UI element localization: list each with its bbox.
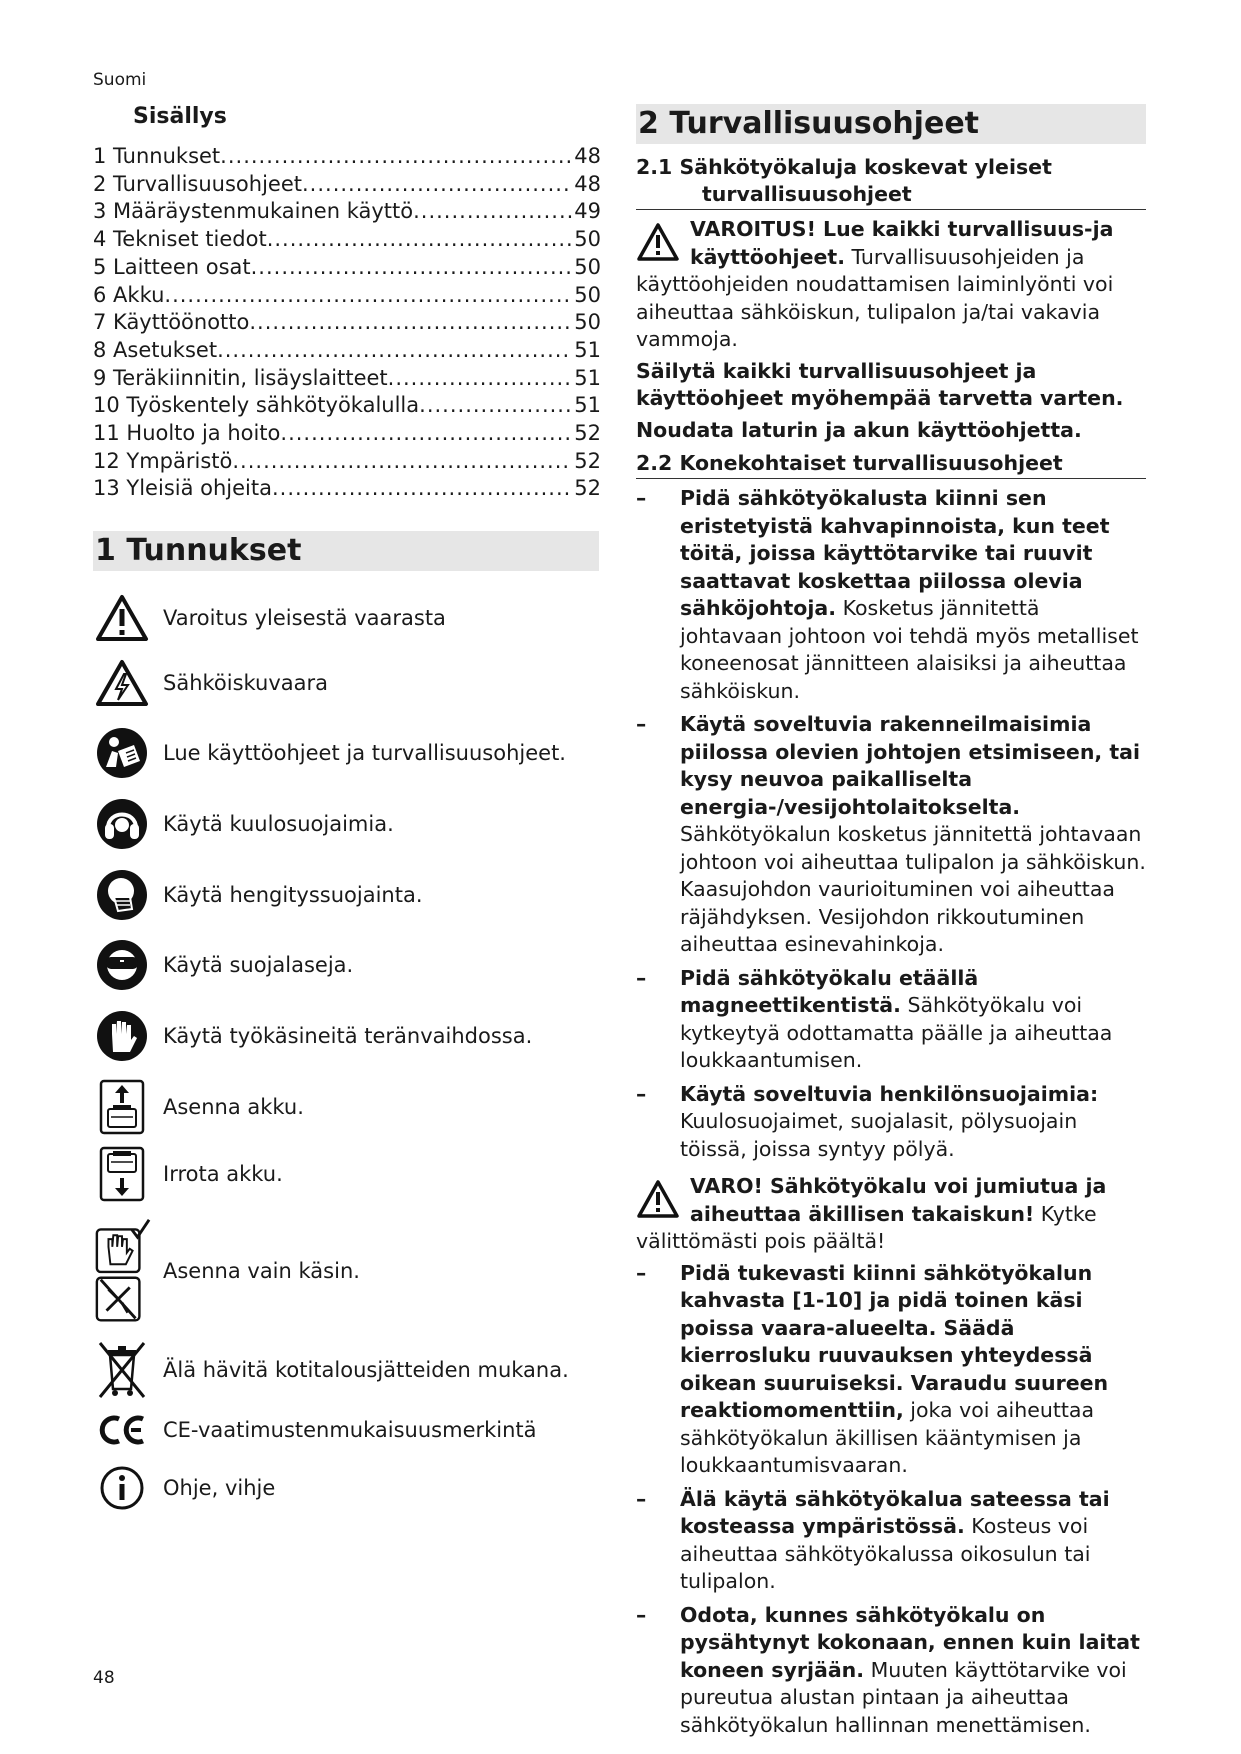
toc-leader-dots (232, 448, 572, 476)
safety-bullet (636, 1486, 1146, 1596)
warning-triangle-icon (636, 1179, 680, 1227)
toc-item-title: 12 Ympäristö (93, 448, 233, 473)
toc-item-page: 51 (574, 365, 601, 390)
toc-item-page: 52 (574, 421, 601, 446)
symbol-row (93, 1337, 601, 1403)
bullet-dash: – (636, 1260, 647, 1285)
bullet-text: Sähkötyökalu voi kytkeytyä odottamatta päälle ja aiheuttaa loukkaantumisen. (680, 993, 1113, 1072)
safety-bullet-list (636, 1260, 1146, 1740)
symbol-row (93, 587, 601, 649)
toc-leader-dots (413, 198, 572, 226)
bullet-text: Muuten käyttötarvike voi pureutua alustan pintaan ja aiheuttaa sähkötyökalun hallinnan menettämisen. (680, 1657, 1127, 1737)
bullet-dash: – (636, 1081, 647, 1106)
symbol-label: Käytä työkäsineitä teränvaihdossa. (163, 1023, 533, 1048)
subsection-title-line1: Sähkötyökaluja koskevat yleiset (679, 155, 1052, 179)
toc-item-title: 9 Teräkiinnitin, lisäyslaitteet (93, 365, 388, 390)
toc-leader-dots (249, 309, 572, 337)
toc-item-title: 4 Tekniset tiedot (93, 227, 267, 252)
symbol-row (93, 1143, 601, 1205)
toc-item-title: 13 Yleisiä ohjeita (93, 476, 272, 501)
warning-block (636, 216, 1146, 354)
symbol-label: Käytä kuulosuojaimia. (163, 812, 394, 837)
bullet-text: Sähkötyökalun kosketus jännitettä johtavaan johtoon voi aiheuttaa tulipalon ja sähköiskun. Kaasujohdon vaurioituminen voi aiheuttaa räjähdyksen. Vesijohdon rikkoutuminen aiheuttaa esinevahinkoja. (680, 822, 1146, 956)
toc-leader-dots (164, 282, 572, 310)
safety-bullet (636, 485, 1146, 705)
toc-leader-dots (388, 365, 573, 393)
toc-item-title: 7 Käyttöönotto (93, 310, 250, 335)
ear-protection-icon (93, 798, 151, 850)
toc-item (93, 337, 601, 365)
safety-bullet (636, 965, 1146, 1075)
bullet-lead: Älä käytä sähkötyökalua sateessa tai kosteassa ympäristössä. (680, 1486, 1110, 1538)
battery-insert-icon (93, 1079, 151, 1135)
symbol-row (93, 649, 601, 717)
subsection-title-line2: turvallisuusohjeet (702, 182, 912, 206)
subsection-2-2-title: 2.2 Konekohtaiset turvallisuusohjeet (636, 450, 1146, 479)
toc-item-page: 50 (574, 282, 601, 307)
toc-item-page: 49 (574, 199, 601, 224)
warning-block (636, 1173, 1146, 1256)
symbol-row (93, 1457, 601, 1519)
section-title-symbols: 1 Tunnukset (93, 531, 599, 571)
symbol-label: Irrota akku. (163, 1162, 283, 1187)
toc-item-page: 51 (574, 393, 601, 418)
safety-bullet (636, 711, 1146, 959)
subsection-2-1-title (636, 154, 1146, 210)
bullet-dash: – (636, 486, 647, 510)
hand-only-icon (93, 1216, 151, 1326)
safety-bullet (636, 1602, 1146, 1740)
symbol-label: Asenna vain käsin. (163, 1259, 360, 1284)
toc-item-title: 8 Asetukset (93, 337, 218, 362)
symbol-row (93, 1000, 601, 1071)
toc-item-title: 11 Huolto ja hoito (93, 421, 281, 446)
toc-item-title: 1 Tunnukset (93, 144, 221, 168)
symbol-label: Lue käyttöohjeet ja turvallisuusohjeet. (163, 741, 566, 766)
symbol-label: Sähköiskuvaara (163, 671, 329, 696)
toc-item (93, 448, 601, 476)
bullet-lead: Käytä soveltuvia henkilönsuojaimia: (680, 1081, 1099, 1106)
toc-item-title: 10 Työskentely sähkötyökalulla (93, 393, 420, 418)
ce-mark-icon (93, 1413, 151, 1447)
toc-item (93, 392, 601, 420)
gloves-icon (93, 1010, 151, 1062)
toc-leader-dots (419, 392, 572, 420)
warning-lead: VAROITUS! Lue kaikki turvallisuus-ja käyttöohjeet. (690, 217, 1114, 269)
warning-text: Turvallisuusohjeiden ja käyttöohjeiden noudattamisen laiminlyönti voi aiheuttaa sähköiskun, tulipalon ja/tai vakavia vammoja. (636, 244, 1114, 351)
bullet-text: Kosteus voi aiheuttaa sähkötyökalussa oikosulun tai tulipalon. (680, 1514, 1091, 1593)
symbol-row (93, 1205, 601, 1337)
bullet-text: Kosketus jännitettä johtavaan johtoon voi tehdä myös metalliset koneenosat jännitteen alaisiksi ja aiheuttaa sähköiskun. (680, 596, 1139, 703)
toc-item (93, 309, 601, 337)
bullet-dash: – (636, 712, 647, 736)
toc-item-page: 52 (574, 448, 601, 473)
toc-item-page: 50 (574, 310, 601, 335)
toc-item (93, 198, 601, 226)
safety-bullet-list (636, 485, 1146, 1163)
warning-triangle-icon (93, 594, 151, 642)
toc-item (93, 282, 601, 310)
warning-triangle-icon (636, 222, 680, 270)
page-number: 48 (93, 1668, 115, 1688)
toc-item-page: 51 (574, 337, 601, 362)
charger-note: Noudata laturin ja akun käyttöohjetta. (636, 417, 1082, 442)
symbol-row (93, 717, 601, 789)
toc-item (93, 420, 601, 448)
symbol-row (93, 1071, 601, 1143)
toc-item (93, 254, 601, 282)
symbol-row (93, 859, 601, 930)
safety-bullet (636, 1260, 1146, 1480)
respirator-icon (93, 869, 151, 921)
toc-item (93, 143, 601, 171)
toc-leader-dots (217, 337, 572, 365)
weee-bin-icon (93, 1339, 151, 1401)
toc-leader-dots (302, 171, 572, 199)
bullet-lead: Pidä sähkötyökalusta kiinni sen eristetyistä kahvapinnoista, kun teet töitä, joissa käyttötarvike tai ruuvit saattavat koskettaa piilossa olevia sähköjohtoja. (680, 486, 1110, 620)
read-manual-icon (93, 727, 151, 779)
toc-item-title: 2 Turvallisuusohjeet (93, 171, 302, 196)
toc-item-title: 3 Määräystenmukainen käyttö (93, 199, 414, 224)
toc-leader-dots (251, 254, 573, 282)
symbol-label: Varoitus yleisestä vaarasta (163, 606, 446, 631)
safety-bullet (636, 1081, 1146, 1164)
toc-item-page: 48 (574, 171, 601, 196)
warning-text: Kytke välittömästi pois päältä! (636, 1201, 1097, 1253)
language-label: Suomi (93, 70, 147, 90)
toc-leader-dots (267, 226, 573, 254)
symbol-label: CE-vaatimustenmukaisuusmerkintä (163, 1418, 537, 1443)
bullet-lead: Pidä sähkötyökalu etäällä magneettikentistä. (680, 965, 979, 1017)
bullet-lead: Käytä soveltuvia rakenneilmaisimia piilossa olevien johtojen etsimiseen, tai kysy neuvoa paikalliselta energia-/vesijohtolaitokselta. (680, 712, 1141, 819)
subsection-number: 2.1 (636, 155, 673, 179)
table-of-contents (93, 143, 601, 503)
keep-instructions: Säilytä kaikki turvallisuusohjeet ja käyttöohjeet myöhempää tarvetta varten. (636, 358, 1124, 410)
toc-item (93, 475, 601, 503)
info-icon (93, 1465, 151, 1511)
bullet-text: joka voi aiheuttaa sähkötyökalun äkillisen kääntymisen ja loukkaantumisvaaran. (680, 1398, 1095, 1477)
left-column (93, 104, 601, 1519)
section-title-safety: 2 Turvallisuusohjeet (636, 104, 1146, 144)
bullet-dash: – (636, 965, 647, 990)
toc-item-page: 50 (574, 227, 601, 252)
symbol-row (93, 930, 601, 1000)
toc-item (93, 365, 601, 393)
toc-item-page: 48 (574, 144, 601, 168)
symbol-label: Asenna akku. (163, 1095, 304, 1120)
toc-item-page: 52 (574, 476, 601, 501)
toc-item-page: 50 (574, 254, 601, 279)
toc-leader-dots (220, 143, 572, 171)
symbol-row (93, 789, 601, 859)
symbol-row (93, 1403, 601, 1457)
bullet-dash: – (636, 1486, 647, 1511)
warning-lead: VARO! Sähkötyökalu voi jumiutua ja aiheuttaa äkillisen takaiskun! (690, 1174, 1107, 1226)
bullet-lead: Odota, kunnes sähkötyökalu on pysähtynyt kokonaan, ennen kuin laitat koneen syrjään. (680, 1602, 1140, 1682)
safety-goggles-icon (93, 939, 151, 991)
toc-title: Sisällys (133, 104, 227, 129)
toc-item-title: 6 Akku (93, 282, 165, 307)
symbol-label: Älä hävitä kotitalousjätteiden mukana. (163, 1358, 569, 1383)
toc-item (93, 171, 601, 199)
toc-item (93, 226, 601, 254)
bullet-dash: – (636, 1602, 647, 1627)
symbol-label: Käytä hengityssuojainta. (163, 882, 423, 907)
symbol-label: Ohje, vihje (163, 1476, 276, 1501)
symbol-label: Käytä suojalaseja. (163, 953, 354, 978)
battery-remove-icon (93, 1146, 151, 1202)
electric-shock-icon (93, 659, 151, 707)
bullet-lead: Pidä tukevasti kiinni sähkötyökalun kahvasta [1-10] ja pidä toinen käsi poissa vaara-alueelta. Säädä kierrosluku ruuvauksen yhteydessä oikean suuruiseksi. Varaudu suureen reaktiomomenttiin, (680, 1260, 1109, 1422)
toc-leader-dots (272, 475, 572, 503)
bullet-text: Kuulosuojaimet, suojalasit, pölysuojain töissä, joissa syntyy pölyä. (680, 1109, 1078, 1161)
toc-item-title: 5 Laitteen osat (93, 254, 251, 279)
right-column (636, 104, 1146, 1745)
toc-leader-dots (280, 420, 572, 448)
symbol-list (93, 587, 601, 1519)
